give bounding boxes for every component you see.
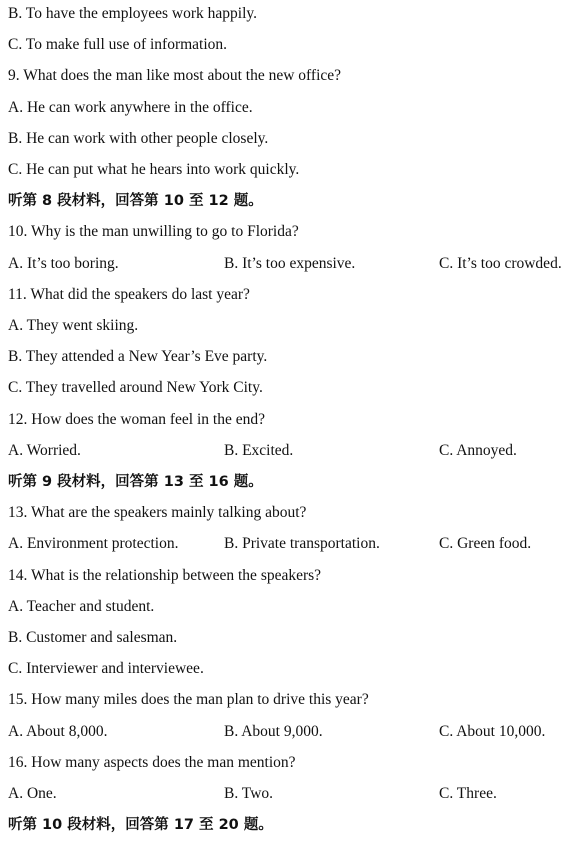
question-line: C. They travelled around New York City. [8,379,263,397]
answer-option: B. Excited. [224,441,294,459]
question-line: B. To have the employees work happily. [8,5,258,22]
question-line: A. He can work anywhere in the office. [8,98,253,116]
question-line: C. Interviewer and interviewee. [8,660,204,678]
question-line: B. He can work with other people closely. [8,129,269,147]
answer-option: A. Worried. [8,441,81,459]
answer-option: A. Environment protection. [8,535,179,553]
answer-options-row [8,721,584,743]
question-line: 9. What does the man like most about the new office? [8,67,342,85]
answer-option: A. About 8,000. [8,722,108,740]
answer-option: A. It’s too boring. [8,254,119,272]
question-line: 13. What are the speakers mainly talking about? [8,504,307,522]
answer-option: B. It’s too expensive. [224,254,356,272]
question-line: 11. What did the speakers do last year? [8,285,250,303]
section-heading: 听第 8 段材料，回答第 10 至 12 题。 [8,193,263,210]
answer-option: C. Annoyed. [439,441,517,459]
answer-option: C. It’s too crowded. [439,254,562,272]
answer-option: A. One. [8,785,57,802]
question-line: 12. How does the woman feel in the end? [8,410,265,428]
answer-options-row [8,783,584,805]
question-line: C. He can put what he hears into work quickly. [8,161,300,178]
answer-option: C. Green food. [439,535,532,553]
question-line: 14. What is the relationship between the speakers? [8,566,322,584]
section-heading: 听第 9 段材料，回答第 13 至 16 题。 [8,474,263,490]
question-line: B. They attended a New Year’s Eve party. [8,348,268,366]
answer-options-row [8,253,584,275]
answer-option: B. Two. [224,785,274,802]
question-line: 10. Why is the man unwilling to go to Florida? [8,223,299,241]
question-line: B. Customer and salesman. [8,629,178,646]
question-line: A. They went skiing. [8,317,139,334]
answer-option: C. Three. [439,785,497,802]
question-line: A. Teacher and student. [8,597,155,615]
question-line: 16. How many aspects does the man mention? [8,753,296,771]
answer-option: C. About 10,000. [439,722,546,740]
answer-option: B. About 9,000. [224,722,323,740]
answer-options-row [8,533,584,555]
question-line: C. To make full use of information. [8,36,228,54]
answer-options-row [8,440,584,462]
question-line: 15. How many miles does the man plan to drive this year? [8,691,369,709]
section-heading: 听第 10 段材料，回答第 17 至 20 题。 [8,817,273,834]
answer-option: B. Private transportation. [224,535,380,553]
